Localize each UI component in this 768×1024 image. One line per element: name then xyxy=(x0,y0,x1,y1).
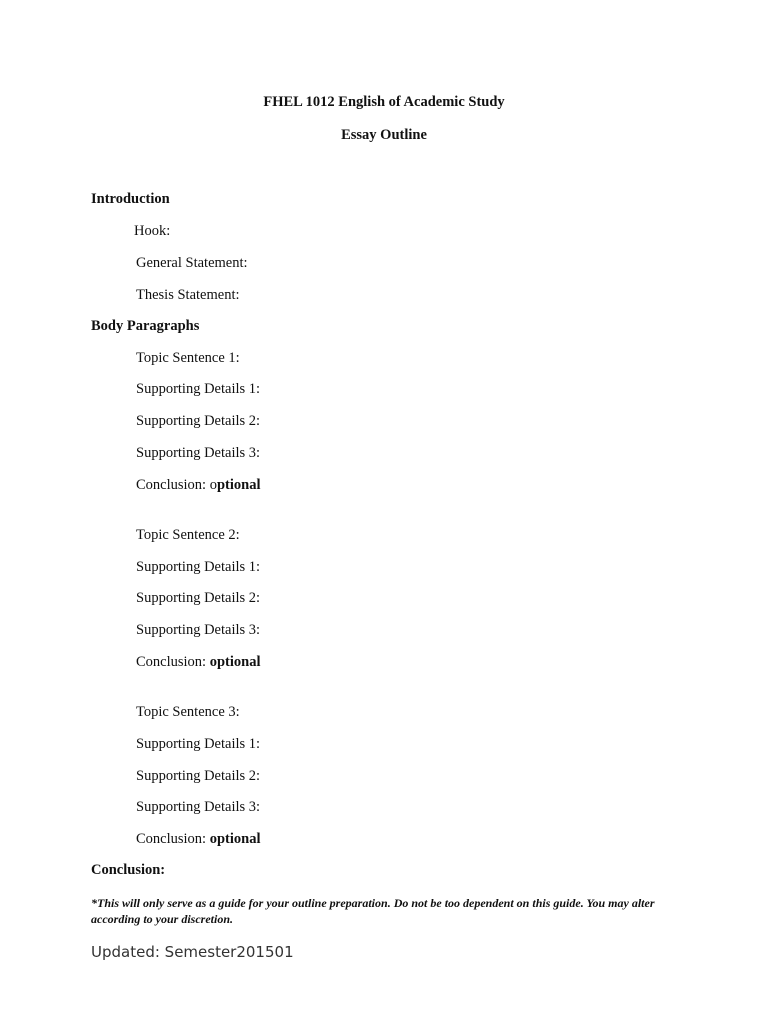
body-paragraphs-heading: Body Paragraphs xyxy=(91,318,200,334)
document-title: Essay Outline xyxy=(341,127,427,143)
paragraph-conclusion-3 xyxy=(136,831,260,848)
supporting-details-3-1: Supporting Details 1: xyxy=(136,736,261,752)
supporting-details-1-3: Supporting Details 3: xyxy=(136,445,261,461)
conclusion-optional: ptional xyxy=(216,477,261,493)
conclusion-label: Conclusion: o xyxy=(136,477,217,493)
supporting-details-3-2: Supporting Details 2: xyxy=(136,768,261,784)
updated-footer: Updated: Semester201501 xyxy=(91,943,294,961)
course-title: FHEL 1012 English of Academic Study xyxy=(263,94,505,110)
topic-sentence-2: Topic Sentence 2: xyxy=(136,527,240,543)
conclusion-label: Conclusion: xyxy=(136,831,210,847)
supporting-details-2-1: Supporting Details 1: xyxy=(136,559,261,575)
topic-sentence-1: Topic Sentence 1: xyxy=(136,350,240,366)
supporting-details-2-2: Supporting Details 2: xyxy=(136,590,261,606)
guide-note: *This will only serve as a guide for your outline preparation. Do not be too dependent on this guide. You may alter according to your discretion. xyxy=(91,896,655,926)
supporting-details-3-3: Supporting Details 3: xyxy=(136,799,261,815)
conclusion-optional: optional xyxy=(209,654,261,670)
paragraph-conclusion-1 xyxy=(136,477,260,494)
introduction-heading: Introduction xyxy=(91,191,170,207)
paragraph-conclusion-2 xyxy=(136,654,260,671)
thesis-statement-label: Thesis Statement: xyxy=(136,287,240,303)
supporting-details-1-1: Supporting Details 1: xyxy=(136,381,261,397)
conclusion-label: Conclusion: xyxy=(136,654,210,670)
hook-label: Hook: xyxy=(134,223,171,239)
topic-sentence-3: Topic Sentence 3: xyxy=(136,704,240,720)
general-statement-label: General Statement: xyxy=(136,255,248,271)
conclusion-optional: optional xyxy=(209,831,261,847)
conclusion-heading: Conclusion: xyxy=(91,862,166,878)
supporting-details-2-3: Supporting Details 3: xyxy=(136,622,261,638)
supporting-details-1-2: Supporting Details 2: xyxy=(136,413,261,429)
